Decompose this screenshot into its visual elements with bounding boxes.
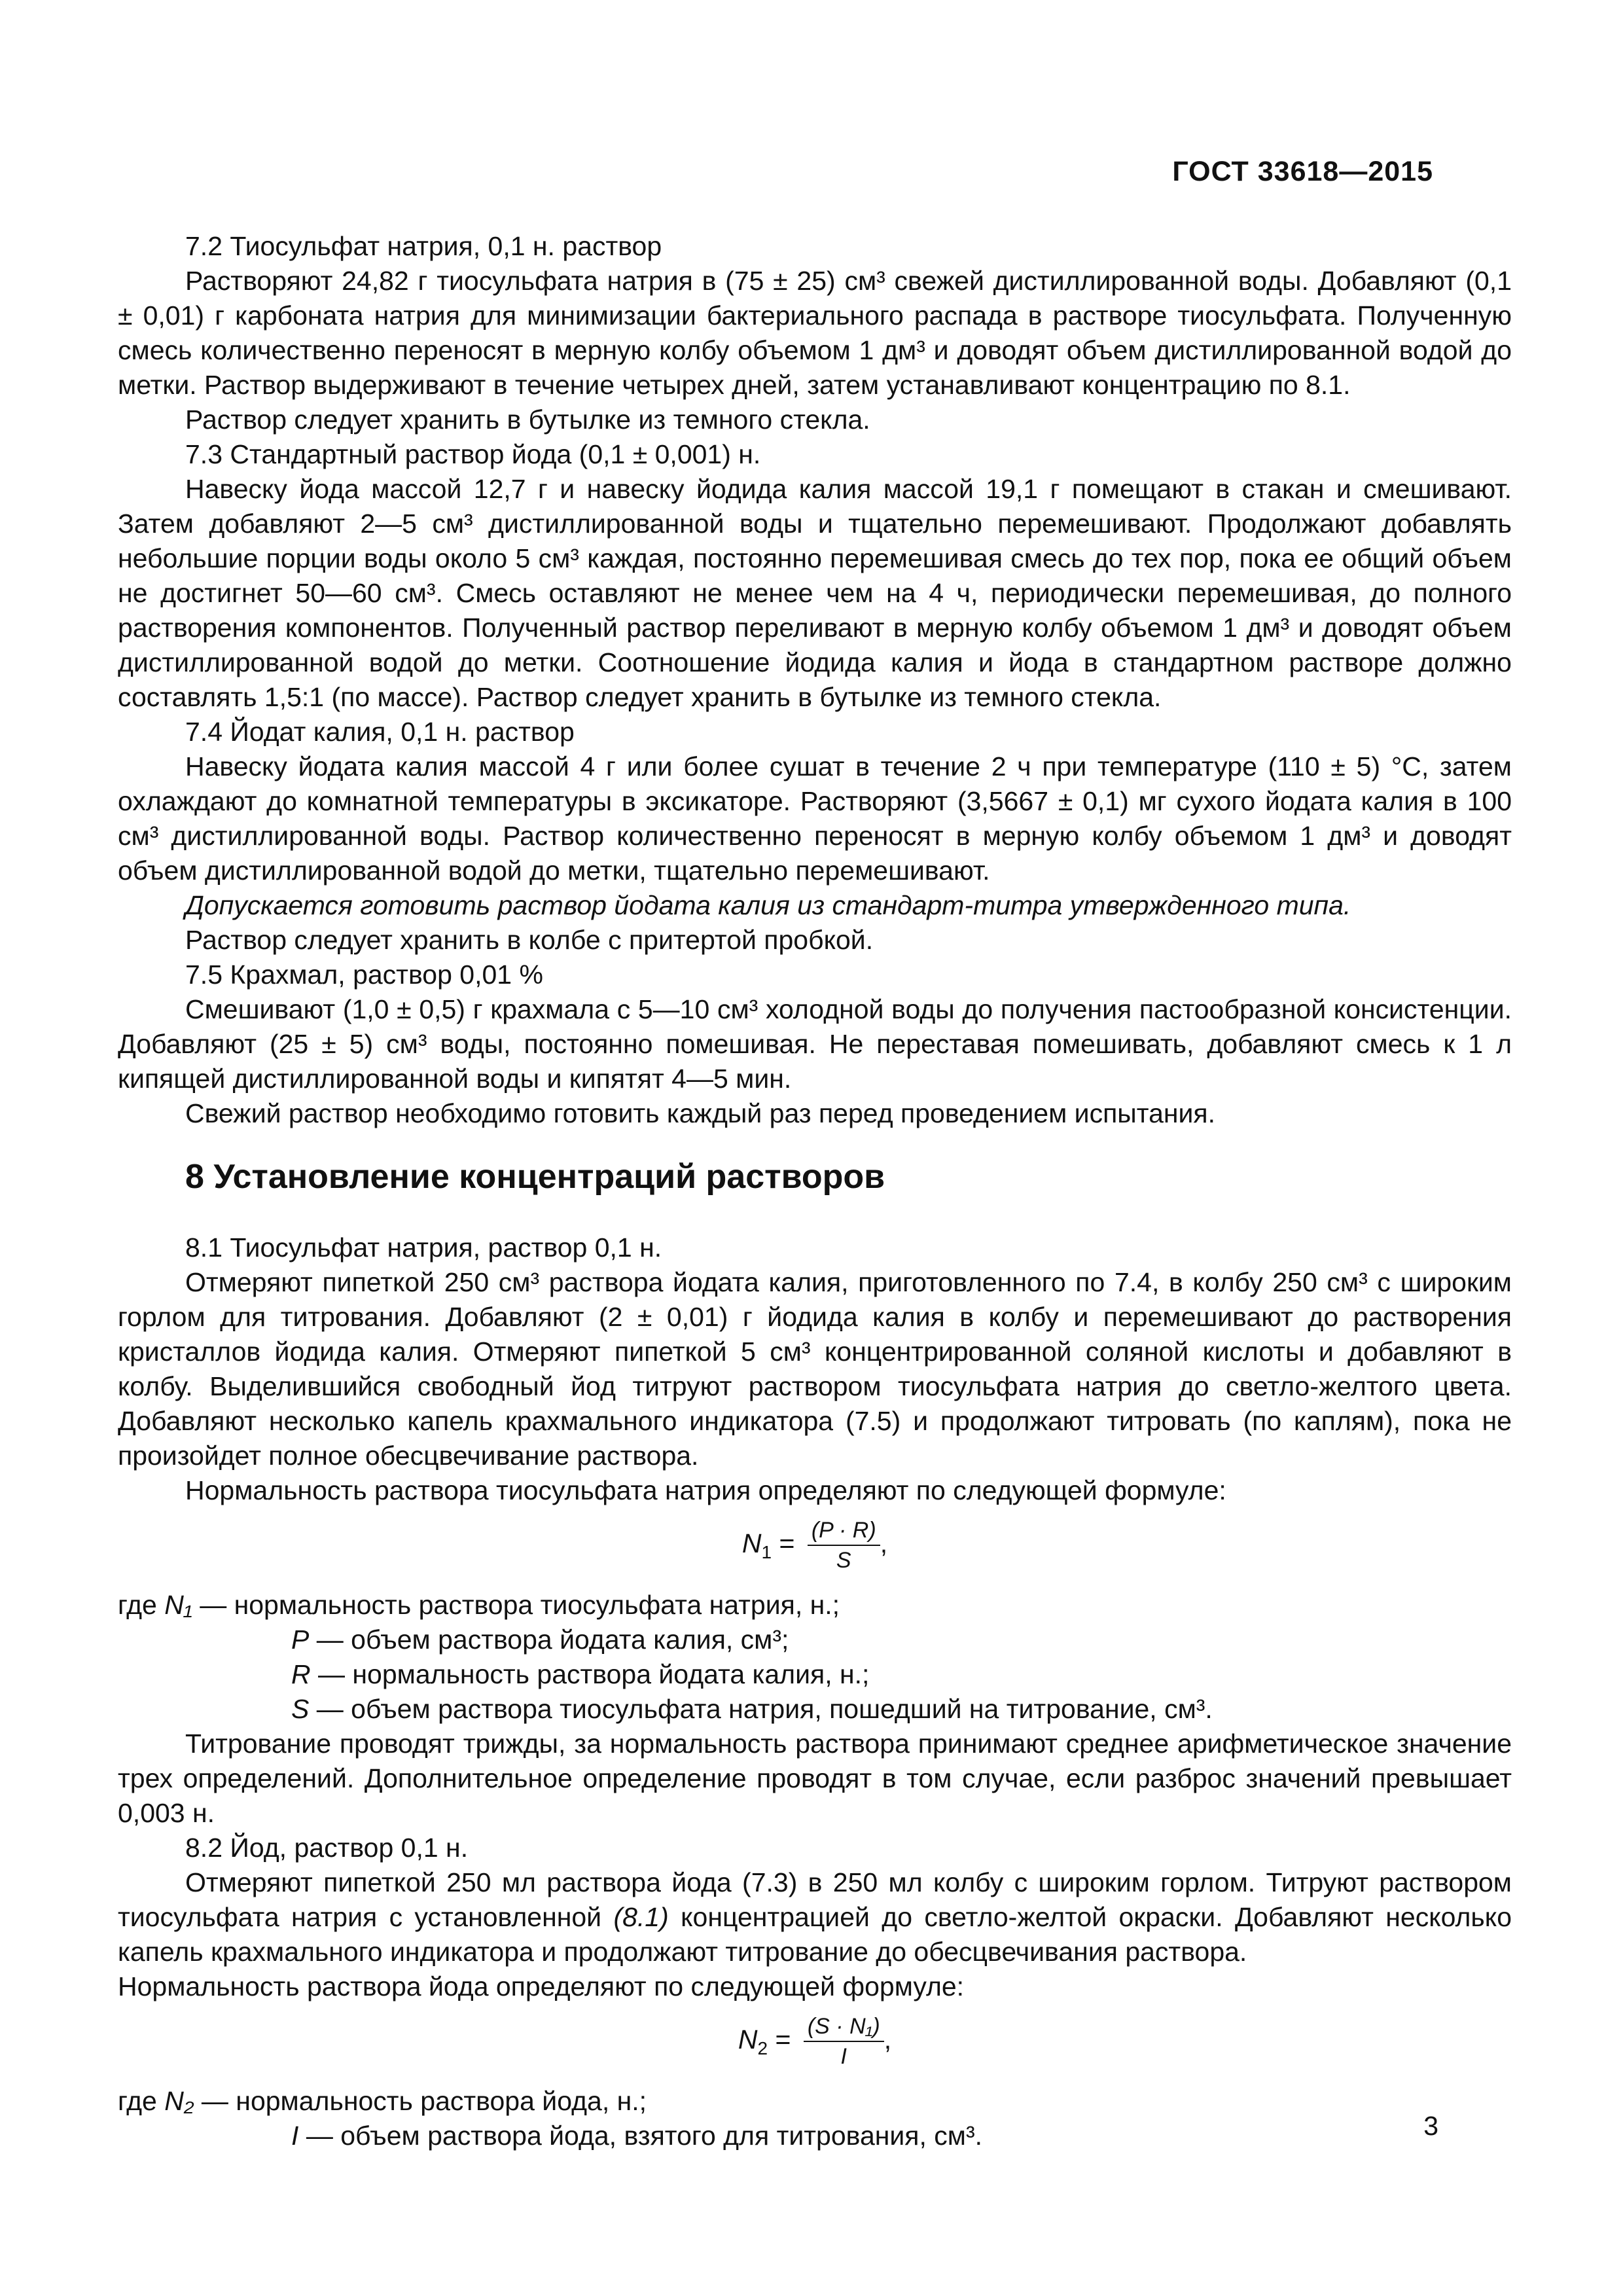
formula-n2-where-line: [118, 2084, 1512, 2119]
section-8-heading: 8 Установление концентраций растворов: [185, 1158, 885, 1196]
def-n1-text: — нормальность раствора тиосульфата натрия, н.;: [200, 1590, 840, 1620]
subsection-8-1-para-3: Титрование проводят трижды, за нормальность раствора принимают среднее арифметическое значение трех определений. Дополнительное определение проводят в том случае, если разброс значений превышает 0,003 н.: [118, 1729, 1512, 1828]
subsection-8-2-para-1: [118, 1865, 1512, 1969]
clause-reference: (8.1): [613, 1902, 669, 1932]
def-r-line: [118, 1657, 1512, 1692]
formula-n2-fraction: [804, 2012, 884, 2071]
formula-n2-denominator: I: [840, 2044, 847, 2069]
formula-n1-lhs: N: [741, 1528, 762, 1558]
formula-n1-where-line: [118, 1588, 1512, 1623]
formula-n1: [118, 1516, 1512, 1575]
formula-n1-denominator: S: [836, 1548, 851, 1573]
def-p-text: — объем раствора йодата калия, см³;: [316, 1624, 789, 1655]
formula-n2-lhs: N: [738, 2024, 758, 2054]
formula-n2-equals: =: [775, 2024, 791, 2054]
def-i-line: [118, 2119, 1512, 2153]
subsection-7-2-title: 7.2 Тиосульфат натрия, 0,1 н. раствор: [185, 231, 662, 261]
subsection-7-4-para-1: Навеску йодата калия массой 4 г или более сушат в течение 2 ч при температуре (110 ± 5) °С, затем охлаждают до комнатной температуры в эксикаторе. Растворяют (3,5667 ± 0,1) мг сухого йодата калия в 100 см³ дистиллированной воды. Раствор количественно переносят в мерную колбу объемом 1 дм³ и доводят объем дистиллированной водой до метки, тщательно перемешивают.: [118, 751, 1512, 886]
def-p-line: [118, 1623, 1512, 1657]
page-body: [118, 229, 1512, 2153]
formula-n1-comma: ,: [880, 1528, 888, 1558]
subsection-7-4-title: 7.4 Йодат калия, 0,1 н. раствор: [185, 717, 575, 747]
subsection-8-1-title: 8.1 Тиосульфат натрия, раствор 0,1 н.: [185, 1232, 662, 1263]
subsection-7-2-para-1: Растворяют 24,82 г тиосульфата натрия в (75 ± 25) см³ свежей дистиллированной воды. Добавляют (0,1 ± 0,01) г карбоната натрия для минимизации бактериального распада в растворе тиосульфата. Полученную смесь количественно переносят в мерную колбу объемом 1 дм³ и доводят объем дистиллированной водой до метки. Раствор выдерживают в течение четырех дней, затем устанавливают концентрацию по 8.1.: [118, 266, 1512, 400]
subsection-7-5-para-1: Смешивают (1,0 ± 0,5) г крахмала с 5—10 см³ холодной воды до получения пастообразной консистенции. Добавляют (25 ± 5) см³ воды, постоянно помешивая. Не переставая помешивать, добавляют смесь к 1 л кипящей дистиллированной воды и кипятят 4—5 мин.: [118, 994, 1512, 1094]
def-i-symbol: I: [291, 2121, 299, 2151]
formula-n2-comma: ,: [883, 2024, 892, 2054]
subsection-8-1-para-2: Нормальность раствора тиосульфата натрия определяют по следующей формуле:: [185, 1475, 1226, 1505]
formula-n1-equals: =: [779, 1528, 795, 1558]
para-text: Отмеряют пипеткой 250 мл раствора йода (7.3) в 250 мл колбу с широким горлом. Титруют раствором тиосульфата натрия с установленной: [118, 1867, 1512, 1932]
formula-n2-lhs-sub: 2: [757, 2038, 768, 2059]
formula-n1-fraction: [808, 1516, 880, 1575]
formula-n2: [118, 2012, 1512, 2071]
subsection-8-2-title: 8.2 Йод, раствор 0,1 н.: [185, 1833, 469, 1863]
subsection-7-5-title: 7.5 Крахмал, раствор 0,01 %: [185, 960, 543, 990]
def-s-line: [118, 1692, 1512, 1727]
subsection-8-1-para-1: Отмеряют пипеткой 250 см³ раствора йодата калия, приготовленного по 7.4, в колбу 250 см³ с широким горлом для титрования. Добавляют (2 ± 0,01) г йодида калия в колбу и перемешивают до растворения кристаллов йодида калия. Отмеряют пипеткой 5 см³ концентрированной соляной кислоты и добавляют в колбу. Выделившийся свободный йод титруют раствором тиосульфата натрия до светло-желтого цвета. Добавляют несколько капель крахмального индикатора (7.5) и продолжают титровать (по каплям), пока не произойдет полное обесцвечивание раствора.: [118, 1267, 1512, 1471]
where-label: где: [118, 2086, 157, 2116]
subsection-7-3-title: 7.3 Стандартный раствор йода (0,1 ± 0,001) н.: [185, 439, 761, 469]
subsection-7-4-para-3: Раствор следует хранить в колбе с притертой пробкой.: [185, 925, 874, 955]
def-i-text: — объем раствора йода, взятого для титрования, см³.: [306, 2121, 983, 2151]
para-text: концентрацией до светло-желтой окраски. Добавляют несколько капель крахмального индикатора и продолжают титрование до обесцвечивания раствора.: [118, 1902, 1512, 1967]
formula-n1-numerator: (P · R): [808, 1516, 880, 1546]
def-n2-text: — нормальность раствора йода, н.;: [201, 2086, 647, 2116]
def-p-symbol: P: [291, 1624, 310, 1655]
formula-n2-numerator: (S · N₁): [804, 2012, 884, 2042]
formula-n1-lhs-sub: 1: [761, 1542, 772, 1563]
subsection-7-3-para-1: Навеску йода массой 12,7 г и навеску йодида калия массой 19,1 г помещают в стакан и смешивают. Затем добавляют 2—5 см³ дистиллированной воды и тщательно перемешивают. Продолжают добавлять небольшие порции воды около 5 см³ каждая, постоянно перемешивая смесь до тех пор, пока ее общий объем не достигнет 50—60 см³. Смесь оставляют не менее чем на 4 ч, периодически перемешивая, до полного растворения компонентов. Полученный раствор переливают в мерную колбу объемом 1 дм³ и доводят объем дистиллированной водой до метки. Соотношение йодида калия и йода в стандартном растворе должно составлять 1,5:1 (по массе). Раствор следует хранить в бутылке из темного стекла.: [118, 474, 1512, 712]
def-r-text: — нормальность раствора йодата калия, н.;: [318, 1659, 870, 1689]
where-label: где: [118, 1590, 157, 1620]
def-n1-symbol: N₁: [164, 1590, 192, 1620]
def-r-symbol: R: [291, 1659, 311, 1689]
document-code-header: ГОСТ 33618—2015: [1172, 156, 1433, 187]
def-s-symbol: S: [291, 1694, 310, 1724]
page-number: 3: [1423, 2111, 1438, 2141]
def-s-text: — объем раствора тиосульфата натрия, пошедший на титрование, см³.: [316, 1694, 1213, 1724]
subsection-8-2-para-2: Нормальность раствора йода определяют по следующей формуле:: [118, 1971, 965, 2001]
subsection-7-5-para-2: Свежий раствор необходимо готовить каждый раз перед проведением испытания.: [185, 1098, 1216, 1128]
subsection-7-4-italic-note: Допускается готовить раствор йодата калия из стандарт-титра утвержденного типа.: [185, 890, 1351, 920]
def-n2-symbol: N₂: [164, 2086, 194, 2116]
subsection-7-2-para-2: Раствор следует хранить в бутылке из темного стекла.: [185, 404, 870, 435]
